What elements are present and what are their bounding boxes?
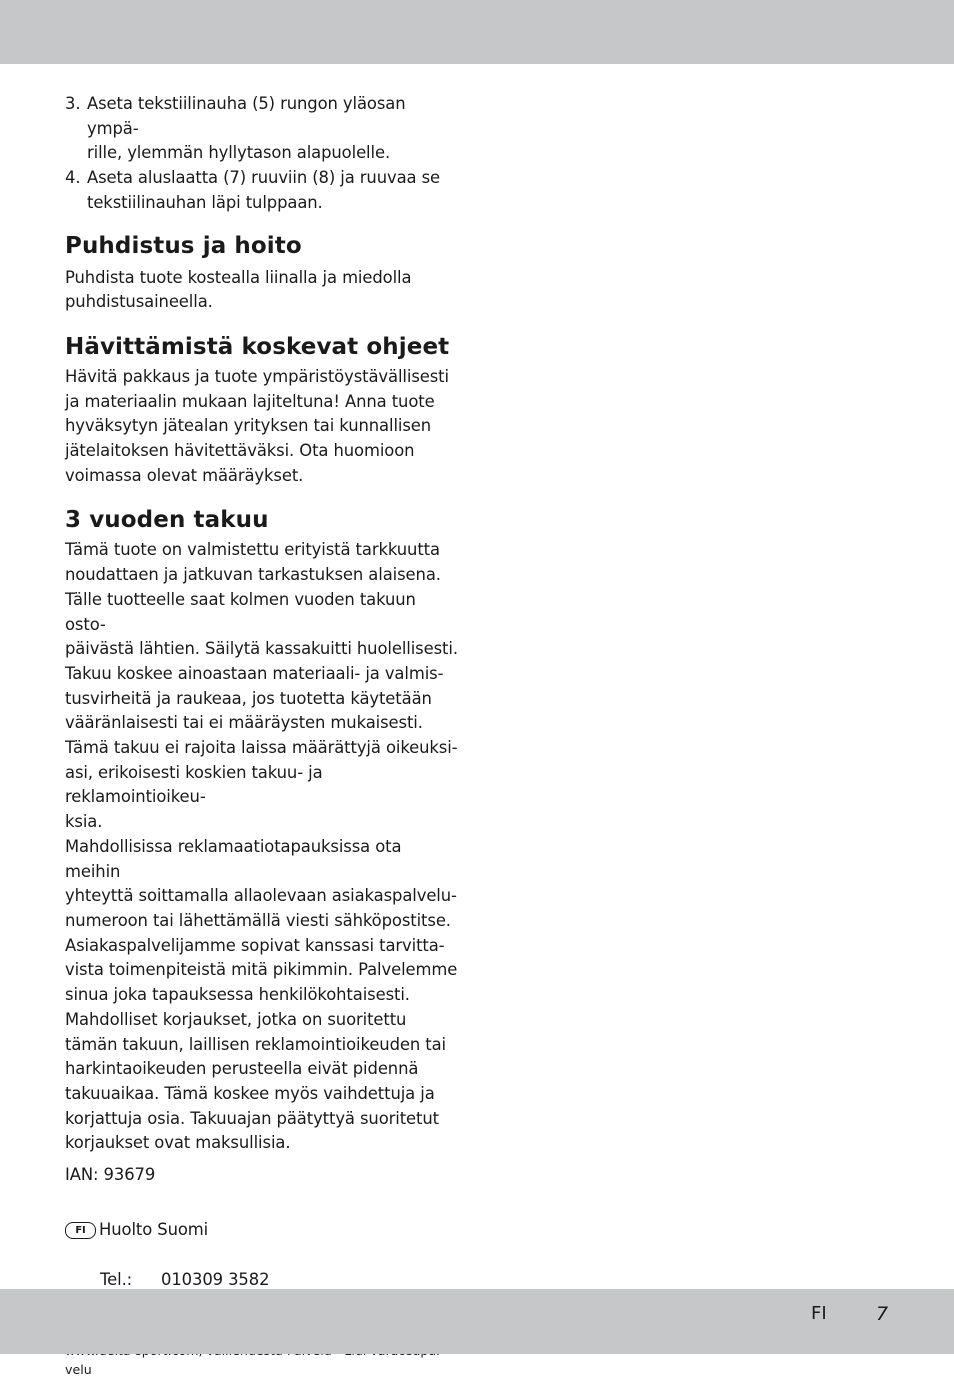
step-number: 4. (65, 168, 81, 188)
assembly-step-4 (65, 166, 460, 215)
warranty-text: Tämä tuote on valmistettu erityistä tarkkuutta noudattaen ja jatkuvan tarkastuksen alaisena. Tälle tuotteelle saat kolmen vuoden takuun osto- päivästä lähtien. Säilytä kassakuitti huolellisesti. Takuu koskee ainoastaan materiaali- ja valmis- tusvirheitä ja raukeaa, jos tuotetta käytetään vääränlaisesti tai ei määräysten mukaisesti. Tämä takuu ei rajoita laissa määrättyjä oikeuksi- asi, erikoisesti koskien takuu- ja reklamointioikeu- ksia. Mahdollisissa reklamaatiotapauksissa ota meihin yhteyttä soittamalla allaolevaan asiakaspalvelu- numeroon tai lähettämällä viesti sähköpostitse. Asiakaspalvelijamme sopivat kanssasi tarvitta- vista toimenpiteistä mitä pikimmin. Palvelemme sinua joka tapauksessa henkilökohtaisesti. Mahdolliset korjaukset, jotka on suoritettu tämän takuun, laillisen reklamointioikeuden tai harkintaoikeuden perusteella eivät pidennä takuuaikaa. Tämä koskee myös vaihdettuja ja korjattuja osia. Takuuajan päätyttyä suoritetut korjaukset ovat maksullisia. (65, 540, 458, 1153)
spare-parts-note: velu (65, 1362, 92, 1378)
content-column (65, 92, 460, 1392)
cleaning-text: Puhdista tuote kostealla liinalla ja miedolla puhdistusaineella. (65, 267, 412, 312)
step-number: 3. (65, 94, 81, 113)
service-phone (100, 1243, 460, 1292)
step-text: Aseta tekstiilinauha (5) rungon yläosan ympä- rille, ylemmän hyllytason alapuolelle. (87, 94, 406, 163)
service-name-row (65, 1194, 460, 1243)
warranty-heading: 3 vuoden takuu (65, 507, 269, 534)
header-band (0, 0, 954, 64)
country-badge: FI (65, 1222, 96, 1239)
disposal-text: Hävitä pakkaus ja tuote ympäristöystävällisesti ja materiaalin mukaan lajiteltuna! Anna tuote hyväksytyn jätealan yrityksen tai kunnallisen jätelaitoksen hävitettäväksi. Ota huomioon voimassa olevat määräykset. (65, 366, 449, 485)
assembly-step-3 (65, 92, 460, 166)
phone-label: Tel.: (100, 1269, 133, 1289)
phone-number: 010309 3582 (161, 1269, 270, 1289)
cleaning-heading: Puhdistus ja hoito (65, 232, 302, 259)
footer-language: FI (811, 1303, 827, 1324)
ian-number: IAN: 93679 (65, 1165, 156, 1185)
disposal-heading: Hävittämistä koskevat ohjeet (65, 333, 450, 360)
step-text: Aseta aluslaatta (7) ruuviin (8) ja ruuvaa se tekstiilinauhan läpi tulppaan. (87, 168, 441, 212)
service-name: Huolto Suomi (99, 1220, 209, 1240)
page-number: 7 (876, 1303, 889, 1325)
